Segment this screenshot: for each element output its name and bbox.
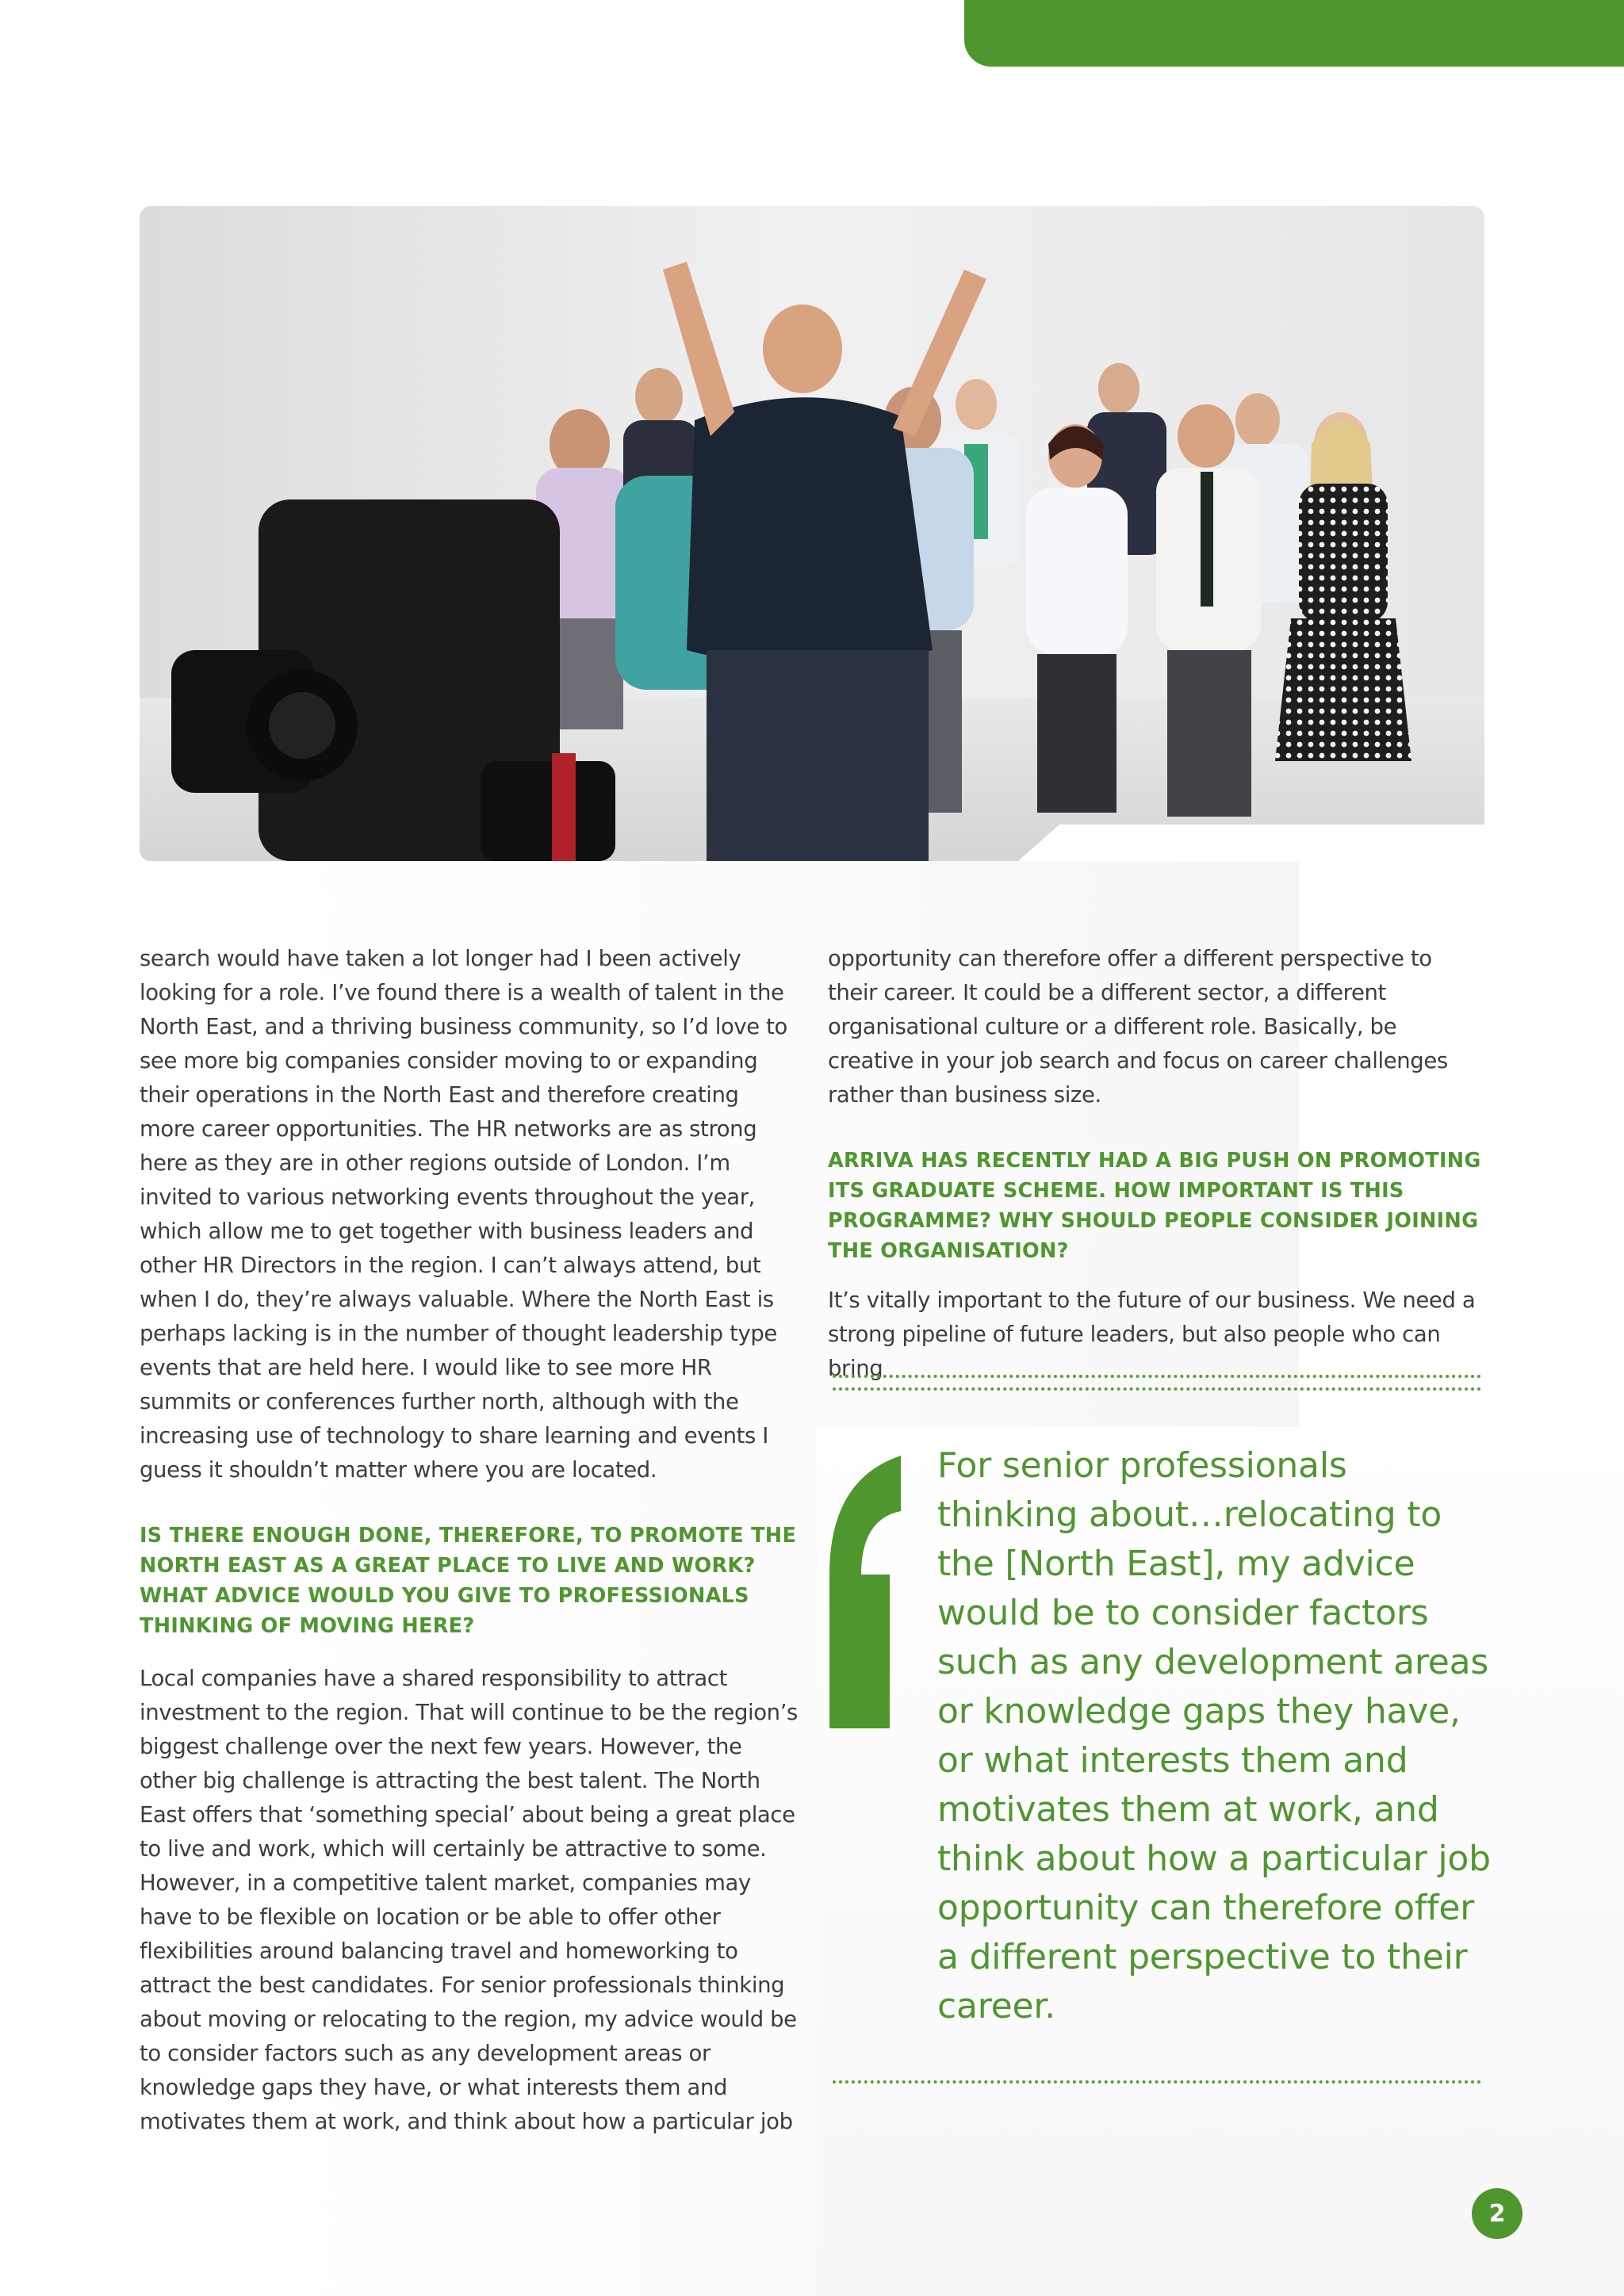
divider-dotted (833, 1387, 1481, 1391)
body-paragraph: Local companies have a shared responsibility to attract investment to the region. That will continue to be the region’s biggest challenge over the next few years. However, the other big challenge is attracting the best talent. The North East offers that ‘something special’ about being a great place to live and work, which will certainly be attractive to some. However, in a competitive talent market, companies may have to be flexible on location or be able to offer other flexibilities around balancing travel and homeworking to attract the best candidates. For senior professionals thinking about moving or relocating to the region, my advice would be to consider factors such as any development areas or knowledge gaps they have, or what interests them and motivates them at work, and think about how a particular job (140, 1666, 798, 2134)
left-column (140, 942, 798, 2139)
pull-quote: For senior professionals thinking about…relocating to the [North East], my advice would be to consider factors such as any development areas or knowledge gaps they have, or what interests them and motivates them at work, and think about how a particular job opportunity can therefore offer a different perspective to their career. (937, 1445, 1491, 2026)
header-tab (964, 0, 1624, 67)
page-number: 2 (1472, 2188, 1522, 2239)
group-photo (140, 206, 1484, 861)
section-heading: IS THERE ENOUGH DONE, THEREFORE, TO PROMOTE THE NORTH EAST AS A GREAT PLACE TO LIVE AND WORK? WHAT ADVICE WOULD YOU GIVE TO PROFESSIONALS THINKING OF MOVING HERE? (140, 1524, 797, 1638)
right-column (828, 942, 1486, 1386)
body-paragraph: opportunity can therefore offer a different perspective to their career. It could be a different sector, a different organisational culture or a different role. Basically, be creative in your job search and focus on career challenges rather than business size. (828, 946, 1448, 1108)
section-heading: ARRIVA HAS RECENTLY HAD A BIG PUSH ON PROMOTING ITS GRADUATE SCHEME. HOW IMPORTANT IS THIS PROGRAMME? WHY SHOULD PEOPLE CONSIDER JOINING THE ORGANISATION? (828, 1149, 1481, 1263)
quote-mark-icon (829, 1456, 901, 1728)
body-paragraph: It’s vitally important to the future of our business. We need a strong pipeline of future leaders, but also people who can bring (828, 1288, 1476, 1381)
body-paragraph: search would have taken a lot longer had I been actively looking for a role. I’ve found there is a wealth of talent in the North East, and a thriving business community, so I’d love to see more big companies consider moving to or expanding their operations in the North East and therefore creating more career opportunities. The HR networks are as strong here as they are in other regions outside of London. I’m invited to various networking events throughout the year, which allow me to get together with business leaders and other HR Directors in the region. I can’t always attend, but when I do, they’re always valuable. Where the North East is perhaps lacking is in the number of thought leadership type events that are held here. I would like to see more HR summits or conferences further north, although with the increasing use of technology to share learning and events I guess it shouldn’t matter where you are located. (140, 946, 787, 1483)
divider-dotted (833, 2080, 1481, 2084)
divider-dotted (833, 1375, 1481, 1378)
